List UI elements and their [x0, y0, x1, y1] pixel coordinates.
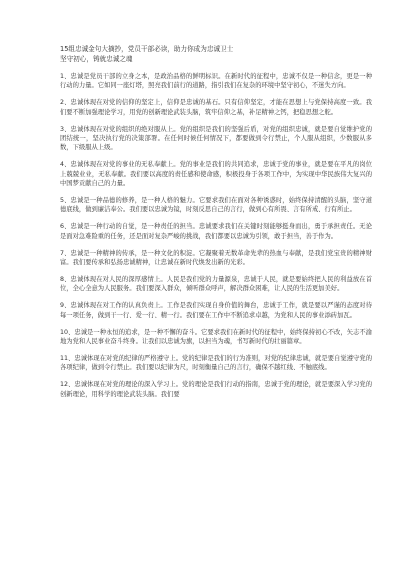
paragraph-9: 9、忠诚体现在对工作的认真负责上。工作是我们实现自身价值的舞台，忠诚于工作，就是要以严谨的态度对待每一项任务，做到干一行、爱一行、精一行。我们要在工作中不断追求卓越，为党和人民的事业添砖加瓦。: [60, 302, 372, 319]
paragraph-7: 7、忠诚是一种精神的传承，是一种文化的积淀。它凝聚着无数革命先辈的热血与奉献，是我们党宝贵的精神财富。我们要传承和弘扬忠诚精神，让忠诚在新时代焕发出新的光彩。: [60, 249, 372, 267]
document-title: 15组忠诚金句大摘抄，党员干部必读，助力你成为忠诚卫士: [60, 45, 234, 53]
paragraph-6: 6、忠诚是一种行动的自觉，是一种责任的担当。忠诚要求我们在关键时刻能够挺身而出，勇于承担责任。无论是面对急难险重的任务，还是面对复杂严峻的挑战，我们都要以忠诚为引领，敢于担当，善于作为。: [60, 223, 372, 240]
paragraph-1: 1、忠诚是党员干部的立身之本，是政治品格的鲜明标识。在新时代的征程中，忠诚不仅是一种信念，更是一种行动的力量。它如同一座灯塔，照亮我们前行的道路，指引我们在复杂的环境中坚守初心，不迷失方向。: [60, 73, 372, 90]
paragraph-12: 12、忠诚体现在对党的理论的深入学习上。党的理论是我们行动的指南，忠诚于党的理论，就是要深入学习党的创新理论，用科学的理论武装头脑。我们要: [60, 381, 372, 398]
paragraph-11: 11、忠诚体现在对党的纪律的严格遵守上。党的纪律是我们的行为准则，对党的纪律忠诚，就是要自觉遵守党的各项纪律，做到令行禁止。我们要以纪律为尺，时刻衡量自己的言行，确保不越红线、不触底线。: [60, 354, 372, 372]
document-body: [60, 72, 372, 399]
paragraph-8: 8、忠诚体现在对人民的深厚感情上。人民是我们党的力量源泉，忠诚于人民，就是要始终把人民的利益放在首位，全心全意为人民服务。我们要深入群众，倾听群众呼声，解决群众困难，让人民的生活更加美好。: [60, 276, 372, 293]
document-subtitle: 坚守初心，铸就忠诚之魂: [60, 55, 133, 63]
paragraph-5: 5、忠诚是一种品德的修养，是一种人格的魅力。它要求我们在面对各种诱惑时，始终保持清醒的头脑，坚守道德底线，做到廉洁奉公。我们要以忠诚为镜，时刻反思自己的言行，做到心有所畏、言有所戒、行有所止。: [60, 197, 372, 214]
paragraph-2: 2、忠诚体现在对党的信仰的坚定上，信仰是忠诚的基石。只有信仰坚定，才能在思想上与党保持高度一致。我们要不断加强理论学习，用党的创新理论武装头脑，筑牢信仰之基，补足精神之钙，把稳思想之舵。: [60, 99, 372, 116]
paragraph-10: 10、忠诚是一种永恒的追求，是一种不懈的奋斗。它要求我们在新时代的征程中，始终保持初心不改，矢志不渝地为党和人民事业奋斗终身。让我们以忠诚为旗，以担当为魂，书写新时代的壮丽篇章。: [60, 328, 372, 346]
paragraph-3: 3、忠诚体现在对党的组织的绝对服从上。党的组织是我们的坚强后盾，对党的组织忠诚，就是要自觉维护党的团结统一，坚决执行党的决策部署。在任何时候任何情况下，都要做到令行禁止，个人服从组织，少数服从多数，下级服从上级。: [60, 125, 372, 152]
document-header: [60, 44, 372, 64]
paragraph-4: 4、忠诚体现在对党的事业的无私奉献上。党的事业是我们的共同追求，忠诚于党的事业，就是要在平凡的岗位上兢兢业业，无私奉献。我们要以高度的责任感和使命感，积极投身于各项工作中，为实现中华民族伟大复兴的中国梦贡献自己的力量。: [60, 161, 372, 188]
